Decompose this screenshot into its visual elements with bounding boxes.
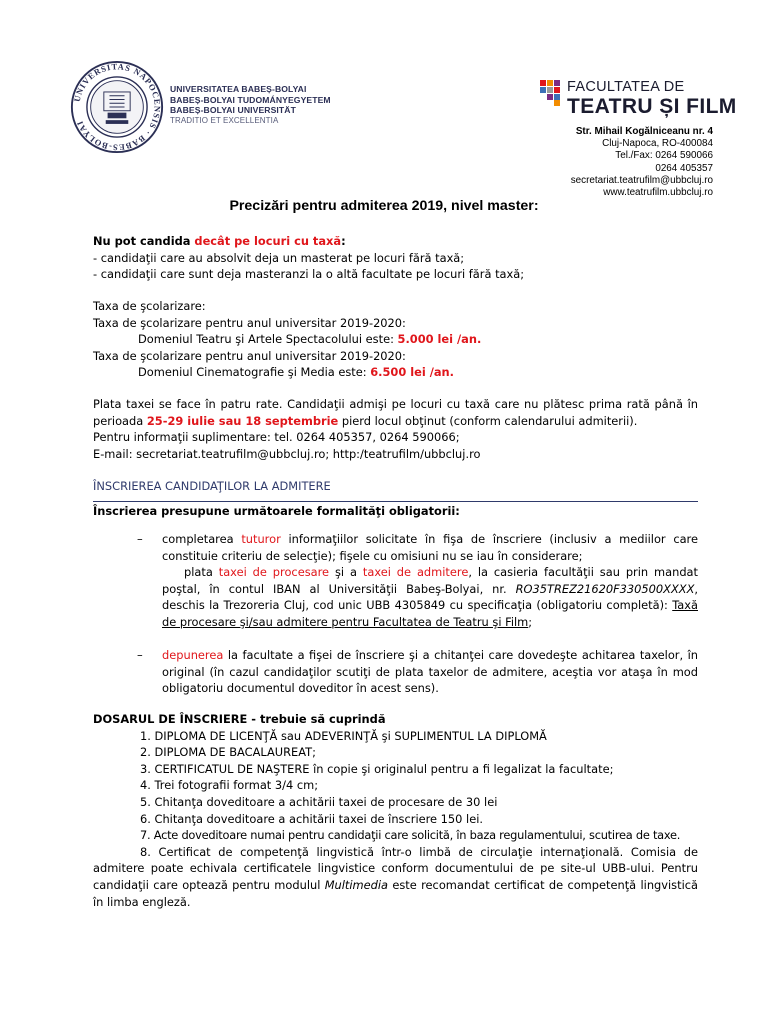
tuition-domain-theatre: Domeniul Teatru şi Artele Spectacolului este: 5.000 lei /an. xyxy=(138,332,482,347)
list-item: – depunerea la facultate a fişei de înscriere şi a chitanţei care dovedeşte achitarea taxelor, în original (în cazul candidaţilor scutiţi de plata taxelor de admitere, aceştia vor ataşa în mod obligatoriu documentul doveditor în acest sens). xyxy=(137,648,698,696)
eligibility-line: - candidaţii care au absolvit deja un masterat pe locuri fără taxă; xyxy=(93,250,465,265)
tuition-section xyxy=(93,298,703,381)
university-name-hu: BABEȘ-BOLYAI TUDOMÁNYEGYETEM xyxy=(170,94,331,105)
dossier-item: 5. Chitanţa doveditoare a achitării taxei de procesare de 30 lei xyxy=(140,794,498,809)
contact-email[interactable]: secretariat.teatrufilm@ubbcluj.ro xyxy=(570,174,713,186)
faculty-name-line1: FACULTATEA DE xyxy=(567,79,685,95)
dossier-item: 2. DIPLOMA DE BACALAUREAT; xyxy=(140,745,316,760)
university-name-block xyxy=(170,84,331,126)
tuition-heading: Taxa de şcolarizare: xyxy=(93,299,206,313)
dossier-item-8: 8. Certificat de competenţă lingvistică într-o limbă de circulaţie internaţională. Comisia de admitere poate echivala certificatele lingvistice conform documentului de pe site-ul UBB-ului. Pentru candidaţii care optează pentru modulul Multimedia este recomandat certificat de competenţă lingvistică în limba engleză. xyxy=(93,844,698,909)
payment-specification: Taxă de procesare şi/sau admitere pentru Facultatea de Teatru şi Film xyxy=(162,598,698,629)
tuition-fee-theatre: 5.000 lei /an. xyxy=(397,332,482,347)
university-seal-logo xyxy=(70,60,164,154)
contact-block xyxy=(571,126,713,199)
payment-paragraph: Plata taxei se face în patru rate. Candidaţii admişi pe locuri cu taxă care nu plătesc prima rată până în perioada 25-29 iulie sau 18 septembrie pierd locul obţinut (conform calendarului admiterii). xyxy=(93,397,698,428)
eligibility-line: - candidaţii care sunt deja masteranzi la o altă facultate pe locuri fără taxă; xyxy=(93,267,525,282)
registration-list-1 xyxy=(93,531,698,631)
payment-dates: 25-29 iulie sau 18 septembrie xyxy=(146,413,339,428)
contact-phone: Tel./Fax: 0264 590066 xyxy=(615,150,713,162)
tuition-line: Taxa de şcolarizare pentru anul universitar 2019-2020: xyxy=(93,348,406,363)
tuition-domain-film: Domeniul Cinematografie şi Media este: 6.500 lei /an. xyxy=(138,365,454,380)
contact-website[interactable]: www.teatrufilm.ubbcluj.ro xyxy=(603,187,713,199)
dossier-item: 4. Trei fotografii format 3/4 cm; xyxy=(140,778,319,793)
list-item: – completarea tuturor informaţiilor solicitate în fişa de înscriere (inclusiv a mediilor care constituie criteriu de selecţie); fişele cu omisiuni nu se iau în considerare; xyxy=(137,532,699,563)
tuition-fee-film: 6.500 lei /an. xyxy=(370,365,454,380)
dossier-section xyxy=(93,711,698,910)
contact-address: Str. Mihail Kogălniceanu nr. 4 xyxy=(575,126,713,137)
eligibility-lead: Nu pot candida decât pe locuri cu taxă: xyxy=(93,234,346,248)
section-divider xyxy=(93,501,698,502)
registration-list-2 xyxy=(93,647,698,697)
dossier-heading: DOSARUL DE ÎNSCRIERE - trebuie să cuprindă xyxy=(93,712,386,726)
faculty-logo-icon xyxy=(540,80,560,106)
faculty-name-line2: TEATRU ȘI FILM xyxy=(567,95,737,118)
payment-info: Pentru informaţii suplimentare: tel. 0264 405357, 0264 590066; xyxy=(93,430,460,445)
document-title: Precizări pentru admiterea 2019, nivel master: xyxy=(229,198,539,214)
dash-bullet-icon: – xyxy=(137,532,143,546)
registration-heading: ÎNSCRIEREA CANDIDAŢILOR LA ADMITERE xyxy=(93,479,331,493)
list-item-fee: plata taxei de procesare şi a taxei de admitere, la casieria facultăţii sau prin mandat poştal, în contul IBAN al Universităţii Babeş-Bolyai, nr. RO35TREZ21620F330500XXXX, deschis la Trezoreria Cluj, cod unic UBB 4305849 cu specificaţia (obligatoriu completă): Taxă de procesare şi/sau admitere pentru Facultatea de Teatru şi Film; xyxy=(162,565,698,629)
registration-intro: Înscrierea presupune următoarele formalităţi obligatorii: xyxy=(93,504,460,518)
eligibility-section xyxy=(93,233,703,283)
dossier-item: 1. DIPLOMA DE LICENŢĂ sau ADEVERINŢĂ şi SUPLIMENTUL LA DIPLOMĂ xyxy=(140,728,547,743)
seal-text: UNIVERSITAS NAPOCENSIS · BABES-BOLYAI xyxy=(71,61,163,153)
university-name-de: BABEȘ-BOLYAI UNIVERSITÄT xyxy=(170,105,296,116)
dossier-item: 3. CERTIFICATUL DE NAŞTERE în copie şi originalul pentru a fi legalizat la facultate; xyxy=(140,761,614,776)
faculty-name-block xyxy=(567,80,737,117)
contact-phone2: 0264 405357 xyxy=(655,162,713,174)
tuition-line: Taxa de şcolarizare pentru anul universitar 2019-2020: xyxy=(93,315,406,330)
dossier-item: 6. Chitanţa doveditoare a achitării taxei de înscriere 150 lei. xyxy=(140,811,483,826)
payment-section xyxy=(93,396,698,462)
dossier-item: 7. Acte doveditoare numai pentru candidaţii care solicită, în baza regulamentului, scutirea de taxe. xyxy=(140,828,681,843)
university-motto: TRADITIO ET EXCELLENTIA xyxy=(170,115,279,125)
payment-email[interactable]: E-mail: secretariat.teatrufilm@ubbcluj.ro; http:/teatrufilm/ubbcluj.ro xyxy=(93,446,481,461)
dash-bullet-icon: – xyxy=(137,648,143,662)
contact-city: Cluj-Napoca, RO-400084 xyxy=(602,138,713,150)
university-name-ro: UNIVERSITATEA BABEȘ-BOLYAI xyxy=(170,84,307,94)
